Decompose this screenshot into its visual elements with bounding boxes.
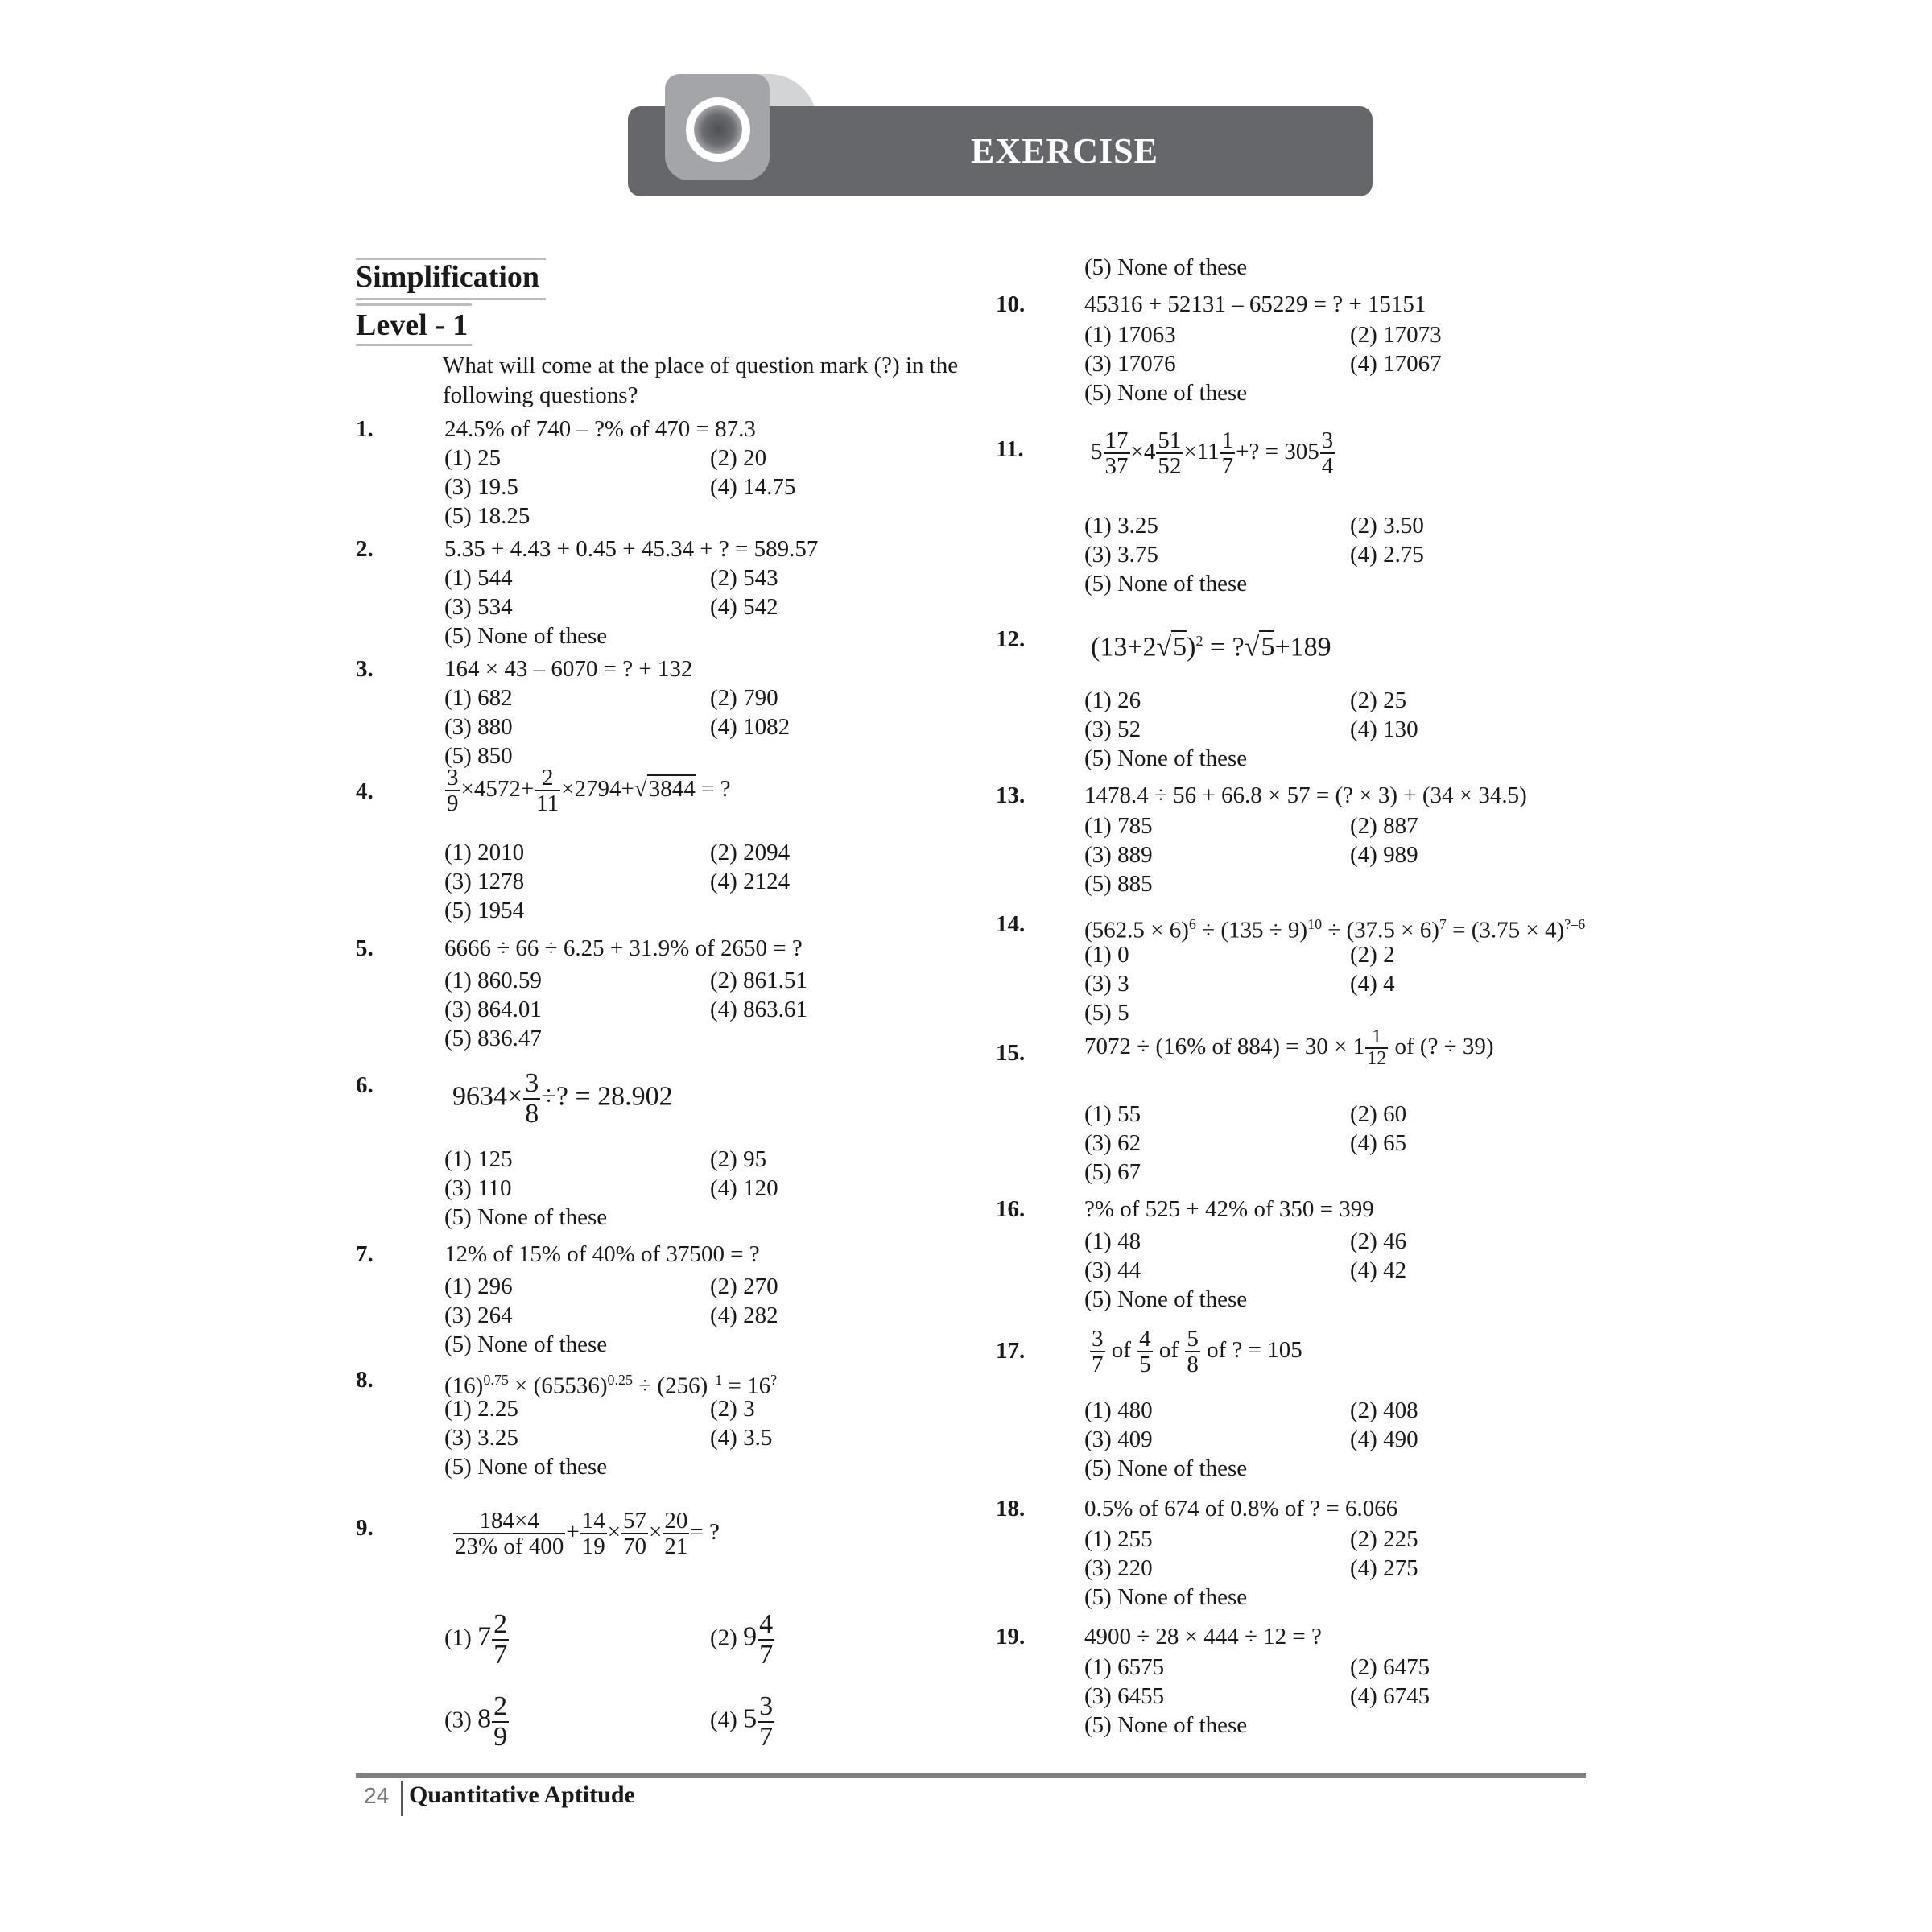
- instructions: What will come at the place of question mark (?) in the following questions?: [443, 353, 959, 408]
- question-number: 6.: [356, 1072, 374, 1098]
- option-1[interactable]: (1) 3.25: [1084, 513, 1158, 539]
- question-expression: $\frac{3}{7}$ of $\frac{4}{5}$ of $\frac{5}{8}$ of ? = 105: [1092, 1326, 1302, 1378]
- option-4[interactable]: (4) 4: [1350, 971, 1395, 997]
- option-5[interactable]: (5) 67: [1084, 1159, 1141, 1185]
- question-expression: 5 $\frac{17}{37}$ ×4 $\frac{51}{52}$ ×11 $\frac{1}{7}$ +? = 305 $\frac{3}{4}$: [1091, 427, 1334, 480]
- option-1[interactable]: (1) 860.59: [444, 968, 542, 993]
- question-number: 13.: [996, 782, 1026, 808]
- question-number: 9.: [356, 1515, 374, 1541]
- question-text: 45316 + 52131 – 65229 = ? + 15151: [1084, 291, 1426, 317]
- option-2[interactable]: (2) 2094: [710, 840, 791, 865]
- option-3[interactable]: (3) 3.75: [1084, 542, 1158, 568]
- option-3[interactable]: (3) 3.25: [444, 1425, 518, 1451]
- option-4[interactable]: (4) 275: [1350, 1555, 1418, 1581]
- option-5[interactable]: (5) 836.47: [444, 1026, 542, 1051]
- question-number: 5.: [356, 935, 374, 961]
- option-5[interactable]: (5) None of these: [1084, 745, 1248, 771]
- option-1[interactable]: (1) 6575: [1084, 1654, 1165, 1680]
- option-4[interactable]: (4) 542: [710, 594, 778, 620]
- option-3[interactable]: (3) 44: [1084, 1257, 1141, 1283]
- option-4[interactable]: (4) 2.75: [1350, 542, 1424, 568]
- question-number: 4.: [356, 778, 374, 804]
- option-1[interactable]: (1) 480: [1084, 1397, 1153, 1423]
- question-text: 5.35 + 4.43 + 0.45 + 45.34 + ? = 589.57: [444, 536, 819, 562]
- question-number: 3.: [356, 656, 374, 682]
- option-5[interactable]: (5) None of these: [1084, 254, 1248, 280]
- option-4[interactable]: (4) 989: [1350, 842, 1418, 868]
- level-rule-bottom: [356, 344, 472, 346]
- option-4[interactable]: (4) 3.5: [710, 1425, 773, 1451]
- question-text: 12% of 15% of 40% of 37500 = ?: [444, 1241, 760, 1267]
- option-1[interactable]: (1) 26: [1084, 687, 1141, 713]
- option-2[interactable]: (2) 861.51: [710, 968, 807, 993]
- option-5[interactable]: (5) None of these: [1084, 380, 1248, 406]
- question-number: 16.: [996, 1196, 1026, 1222]
- option-2[interactable]: (2) 6475: [1350, 1654, 1430, 1680]
- question-number: 11.: [996, 436, 1024, 462]
- option-1[interactable]: (1) 48: [1084, 1228, 1141, 1254]
- option-1[interactable]: (1) 25: [444, 445, 502, 471]
- option-1[interactable]: (1) 55: [1084, 1101, 1141, 1127]
- option-5[interactable]: (5) None of these: [1084, 571, 1248, 597]
- section-title: Simplification: [356, 260, 540, 294]
- option-5[interactable]: (5) 5: [1084, 1000, 1129, 1026]
- option-3[interactable]: (3) 6455: [1084, 1683, 1165, 1709]
- question-number: 10.: [996, 291, 1026, 317]
- option-3[interactable]: (3) 264: [444, 1302, 513, 1328]
- question-expression: $(13+2√5)^2$ = ?√5+189: [1091, 632, 1331, 663]
- option-3[interactable]: (3) 62: [1084, 1130, 1141, 1156]
- option-2[interactable]: (2) 543: [710, 565, 778, 591]
- question-expression: $\frac{184\times 4}{23\% of 400}$ + $\frac{14}{19}$ × $\frac{57}{70}$ × $\frac{20}{21}$ = ?: [455, 1508, 720, 1560]
- question-number: 12.: [996, 626, 1026, 652]
- option-2[interactable]: (2) 46: [1350, 1228, 1407, 1254]
- option-5[interactable]: (5) None of these: [444, 1331, 608, 1357]
- option-5[interactable]: (5) None of these: [444, 1454, 608, 1480]
- question-expression: $\frac{3}{9}$ ×4572+ $\frac{2}{11}$ ×2794+√3844 = ?: [447, 765, 731, 817]
- option-1[interactable]: (1) 785: [1084, 813, 1153, 839]
- question-number: 1.: [356, 416, 374, 442]
- option-4[interactable]: (4) 42: [1350, 1257, 1407, 1283]
- question-text: 24.5% of 740 – ?% of 470 = 87.3: [444, 416, 756, 442]
- option-5[interactable]: (5) 1954: [444, 898, 525, 923]
- question-number: 8.: [356, 1367, 374, 1393]
- option-3[interactable]: (3) 19.5: [444, 474, 518, 500]
- question-expression: $(562.5 \times 6)^6 \div (135 \div 9)^{10} \div (37.5 \times 6)^7 = (3.75 \times 4)^{?-6}$: [1084, 916, 1586, 943]
- option-2[interactable]: (2) 3.50: [1350, 513, 1424, 539]
- question-number: 17.: [996, 1338, 1026, 1364]
- question-text: 164 × 43 – 6070 = ? + 132: [444, 656, 693, 682]
- option-1[interactable]: (1) 17063: [1084, 322, 1176, 348]
- option-4[interactable]: (4) 5 $\frac{3}{7}$: [710, 1691, 774, 1752]
- option-5[interactable]: (5) None of these: [1084, 1286, 1248, 1312]
- option-2[interactable]: (2) 790: [710, 685, 778, 711]
- question-number: 18.: [996, 1496, 1026, 1521]
- option-2[interactable]: (2) 887: [1350, 813, 1418, 839]
- question-text: ?% of 525 + 42% of 350 = 399: [1084, 1196, 1374, 1222]
- option-2[interactable]: (2) 20: [710, 445, 767, 471]
- option-4[interactable]: (4) 2124: [710, 869, 791, 894]
- option-3[interactable]: (3) 864.01: [444, 997, 542, 1022]
- option-2[interactable]: (2) 17073: [1350, 322, 1442, 348]
- question-number: 2.: [356, 536, 374, 562]
- option-4[interactable]: (4) 14.75: [710, 474, 796, 500]
- option-3[interactable]: (3) 3: [1084, 971, 1129, 997]
- question-number: 14.: [996, 911, 1026, 937]
- option-1[interactable]: (1) 296: [444, 1274, 513, 1299]
- option-1[interactable]: (1) 544: [444, 565, 513, 591]
- page-number: 24: [364, 1783, 390, 1808]
- question-text: 0.5% of 674 of 0.8% of ? = 6.066: [1084, 1496, 1398, 1521]
- option-3[interactable]: (3) 52: [1084, 716, 1141, 742]
- question-text: 1478.4 ÷ 56 + 66.8 × 57 = (? × 3) + (34 × 34.5): [1084, 782, 1527, 808]
- question-number: 7.: [356, 1241, 374, 1267]
- option-3[interactable]: (3) 889: [1084, 842, 1153, 868]
- option-5[interactable]: (5) 850: [444, 743, 513, 769]
- option-4[interactable]: (4) 490: [1350, 1426, 1418, 1452]
- question-number: 15.: [996, 1040, 1026, 1066]
- option-3[interactable]: (3) 8 $\frac{2}{9}$: [444, 1691, 508, 1752]
- option-1[interactable]: (1) 682: [444, 685, 513, 711]
- question-text: 6666 ÷ 66 ÷ 6.25 + 31.9% of 2650 = ?: [444, 935, 803, 961]
- option-5[interactable]: (5) 18.25: [444, 503, 530, 529]
- option-4[interactable]: (4) 6745: [1350, 1683, 1430, 1709]
- question-number: 19.: [996, 1624, 1026, 1649]
- option-5[interactable]: (5) None of these: [1084, 1712, 1248, 1738]
- option-3[interactable]: (3) 409: [1084, 1426, 1153, 1452]
- option-2[interactable]: (2) 270: [710, 1274, 778, 1299]
- question-expression: 9634× $\frac{3}{8}$ ÷? = 28.902: [452, 1068, 673, 1129]
- option-4[interactable]: (4) 65: [1350, 1130, 1407, 1156]
- option-1[interactable]: (1) 0: [1084, 942, 1129, 968]
- option-2[interactable]: (2) 225: [1350, 1526, 1418, 1552]
- option-3[interactable]: (3) 110: [444, 1175, 512, 1201]
- option-4[interactable]: (4) 120: [710, 1175, 778, 1201]
- option-1[interactable]: (1) 2.25: [444, 1396, 518, 1422]
- option-3[interactable]: (3) 880: [444, 714, 513, 740]
- footer-rule: [356, 1773, 1586, 1778]
- book-title: Quantitative Aptitude: [409, 1781, 635, 1808]
- section-rule-bottom: [356, 298, 546, 300]
- option-2[interactable]: (2) 408: [1350, 1397, 1418, 1423]
- option-3[interactable]: (3) 220: [1084, 1555, 1153, 1581]
- footer-separator: [401, 1781, 403, 1816]
- option-2[interactable]: (2) 2: [1350, 942, 1395, 968]
- option-5[interactable]: (5) None of these: [1084, 1455, 1248, 1481]
- option-1[interactable]: (1) 125: [444, 1146, 513, 1172]
- question-expression: $(16)^{0.75} \times (65536)^{0.25} \div (256)^{-1} = 16^?$: [444, 1372, 778, 1399]
- option-4[interactable]: (4) 282: [710, 1302, 778, 1328]
- banner-title: EXERCISE: [971, 131, 1158, 171]
- question-expression: 7072 ÷ (16% of 884) = 30 × 1 $\frac{1}{12}$ of (? ÷ 39): [1084, 1026, 1494, 1070]
- option-2[interactable]: (2) 95: [710, 1146, 767, 1172]
- option-1[interactable]: (1) 2010: [444, 840, 525, 865]
- option-5[interactable]: (5) None of these: [1084, 1584, 1248, 1610]
- option-5[interactable]: (5) 885: [1084, 871, 1153, 897]
- option-4[interactable]: (4) 130: [1350, 716, 1418, 742]
- option-3[interactable]: (3) 1278: [444, 869, 525, 894]
- question-text: 4900 ÷ 28 × 444 ÷ 12 = ?: [1084, 1624, 1322, 1649]
- option-5[interactable]: (5) None of these: [444, 1204, 608, 1230]
- option-3[interactable]: (3) 534: [444, 594, 513, 620]
- option-4[interactable]: (4) 17067: [1350, 351, 1442, 377]
- level-title: Level - 1: [356, 308, 469, 342]
- option-1[interactable]: (1) 7 $\frac{2}{7}$: [444, 1609, 508, 1670]
- option-2[interactable]: (2) 9 $\frac{4}{7}$: [710, 1609, 774, 1670]
- roll-hole-shading: [694, 105, 742, 154]
- option-2[interactable]: (2) 25: [1350, 687, 1407, 713]
- option-2[interactable]: (2) 60: [1350, 1101, 1407, 1127]
- option-3[interactable]: (3) 17076: [1084, 351, 1176, 377]
- level-rule-top: [356, 303, 472, 306]
- option-1[interactable]: (1) 255: [1084, 1526, 1153, 1552]
- option-5[interactable]: (5) None of these: [444, 623, 608, 649]
- option-4[interactable]: (4) 863.61: [710, 997, 807, 1022]
- option-2[interactable]: (2) 3: [710, 1396, 755, 1422]
- option-4[interactable]: (4) 1082: [710, 714, 791, 740]
